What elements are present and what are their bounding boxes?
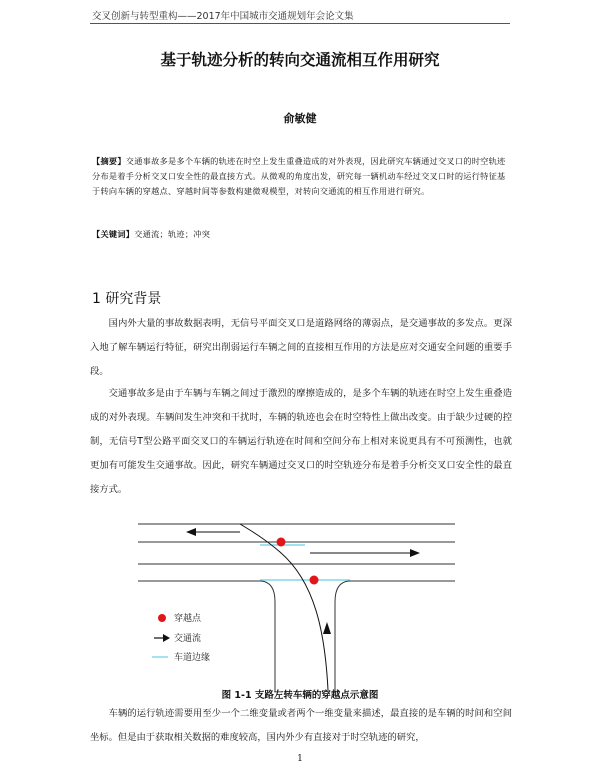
keywords-text: 交通流；轨迹；冲突 [134,229,211,239]
branch-right-edge [335,581,349,692]
paragraph-3: 车辆的运行轨迹需要用至少一个二维变量或者两个一维变量来描述，最直接的是车辆的时间和空间坐标。但是由于获取相关数据的难度较高，国内外少有直接对于时空轨迹的研究， [90,708,512,743]
crossing-point-upper [277,538,286,547]
legend-crossing-point-label: 穿越点 [174,614,202,624]
traffic-flow-eastbound-arrowhead [410,549,420,557]
paper-title: 基于轨迹分析的转向交通流相互作用研究 [160,51,440,69]
left-turn-trajectory [240,524,328,690]
section-heading: 1 研究背景 [92,291,162,307]
crossing-point-lower [310,576,319,585]
abstract [92,154,512,199]
author-name: 俞敏健 [283,112,317,125]
paragraph-1: 国内外大量的事故数据表明，无信号平面交叉口是道路网络的薄弱点，是交通事故的多发点。更深入地了解车辆运行特征，研究出削弱运行车辆之间的直接相互作用的方法是应对交通安全问题的重要手段。 [90,318,512,377]
legend-crossing-point-marker [158,614,166,622]
abstract-text: 交通事故多是多个车辆的轨迹在时空上发生重叠造成的对外表现，因此研究车辆通过交叉口的时空轨迹分布是着手分析交叉口安全性的最直接方式。从微观的角度出发，研究每一辆机动车经过交叉口时的运行特征基于转向车辆的穿越点、穿越时间等参数构建微观模型，对转向交通流的相互作用进行研究。 [92,156,506,196]
page-number: 1 [297,754,303,764]
legend-lane-edge-label: 车道边缘 [174,653,211,663]
header-rule [90,23,510,24]
intersection-figure [130,512,470,692]
running-header: 交叉创新与转型重构——2017年中国城市交通规划年会论文集 [92,11,354,22]
left-turn-trajectory-arrowhead [323,622,331,634]
legend-traffic-flow-label: 交通流 [174,634,202,644]
figure-caption: 图 1-1 支路左转车辆的穿越点示意图 [221,690,379,701]
abstract-label: 【摘要】 [92,156,126,166]
paragraph-2: 交通事故多是由于车辆与车辆之间过于激烈的摩擦造成的，是多个车辆的轨迹在时空上发生重叠造成的对外表现。车辆间发生冲突和干扰时，车辆的轨迹也会在时空特性上做出改变。由于缺少过硬的控制，无信号T型公路平面交叉口的车辆运行轨迹在时间和空间分布上相对来说更具有不可预测性，也就更加有可能发生交通事故。因此，研究车辆通过交叉口的时空轨迹分布是着手分析交叉口安全性的最直接方式。 [90,388,512,495]
branch-left-edge [261,581,275,692]
keywords-label: 【关键词】 [92,229,135,239]
traffic-flow-westbound-arrowhead [186,528,196,536]
legend-traffic-flow-arrowhead [163,634,170,642]
keywords [92,229,512,240]
